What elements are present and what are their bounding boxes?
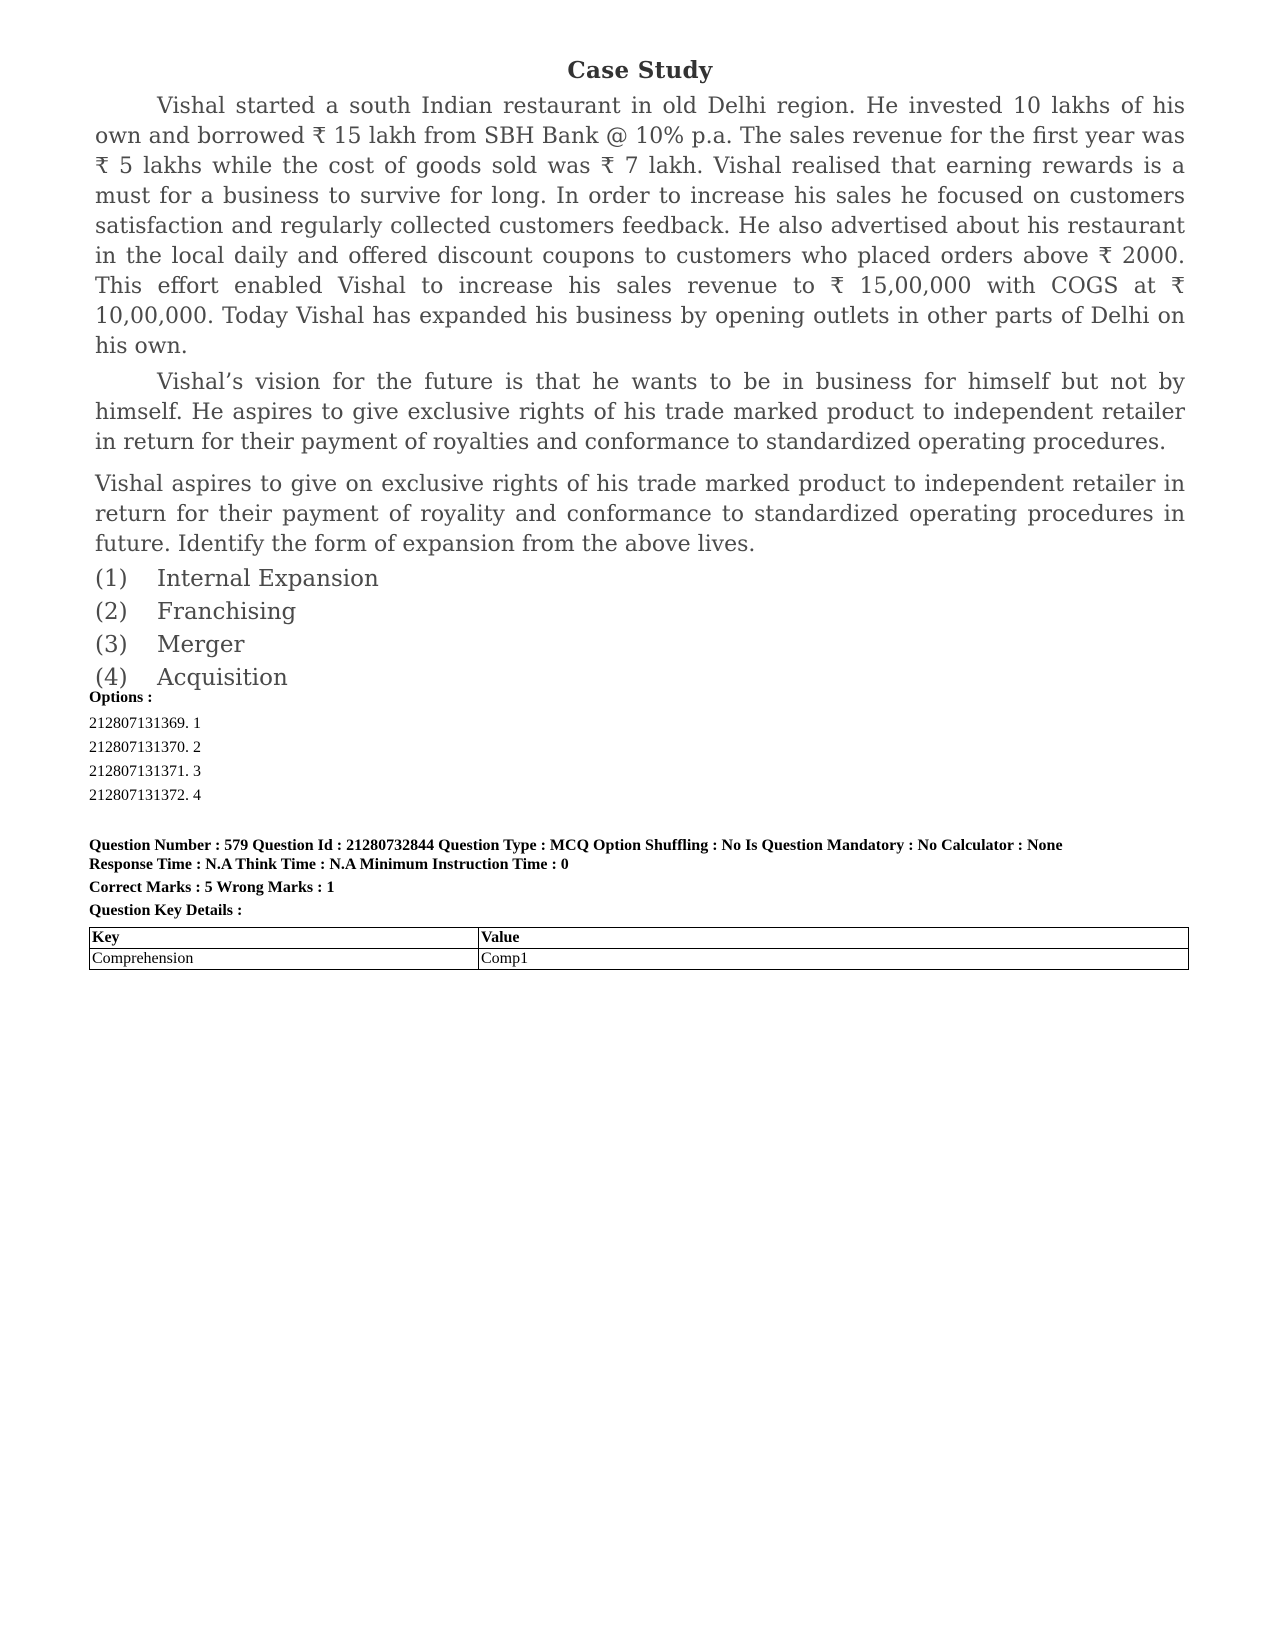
- option-item: 212807131372. 4: [89, 787, 201, 804]
- option-item: 212807131371. 3: [89, 763, 201, 780]
- question-meta-line: Question Number : 579 Question Id : 21280732844 Question Type : MCQ Option Shuffling : No Is Question Mandatory : No Calculator : None: [89, 837, 1063, 854]
- choice-item: [95, 595, 1185, 628]
- choice-text: Merger: [157, 631, 245, 658]
- choice-number: (1): [95, 565, 128, 592]
- choice-number: (2): [95, 598, 128, 625]
- question-text: Vishal aspires to give on exclusive rights of his trade marked product to independent retailer in return for their payment of royality and conformance to standardized operating procedures in future. Identify the form of expansion from the above lives.: [95, 472, 1185, 557]
- case-study-image: [95, 56, 1185, 694]
- choice-number: (3): [95, 631, 128, 658]
- options-list: [89, 712, 1189, 808]
- key-details-table: [89, 927, 1189, 970]
- case-paragraph-1: Vishal started a south Indian restaurant in old Delhi region. He invested 10 lakhs of his own and borrowed ₹ 15 lakh from SBH Bank @ 10% p.a. The sales revenue for the first year was ₹ 5 lakhs while the cost of goods sold was ₹ 7 lakh. Vishal realised that earning rewards is a must for a business to survive for long. In order to increase his sales he focused on customers satisfaction and regularly collected customers feedback. He also advertised about his restaurant in the local daily and offered discount coupons to customers who placed orders above ₹ 2000. This effort enabled Vishal to increase his sales revenue to ₹ 15,00,000 with COGS at ₹ 10,00,000. Today Vishal has expanded his business by opening outlets in other parts of Delhi on his own.: [95, 94, 1185, 359]
- options-label: Options :: [89, 689, 153, 706]
- option-item: 212807131369. 1: [89, 715, 201, 732]
- choice-item: [95, 628, 1185, 661]
- table-row: [90, 949, 1189, 970]
- choice-text: Internal Expansion: [157, 565, 379, 592]
- header-key: Key: [90, 928, 479, 949]
- question-info: [89, 836, 1189, 920]
- choice-number: (4): [95, 664, 128, 691]
- header-value: Value: [479, 928, 1189, 949]
- option-item: 212807131370. 2: [89, 739, 201, 756]
- key-details-label: Question Key Details :: [89, 902, 243, 919]
- choice-item: [95, 562, 1185, 595]
- table-header-row: [90, 928, 1189, 949]
- choice-text: Franchising: [157, 598, 297, 625]
- case-study-title: Case Study: [567, 57, 713, 84]
- choice-text: Acquisition: [157, 664, 288, 691]
- case-paragraph-2: Vishal’s vision for the future is that he wants to be in business for himself but not by himself. He aspires to give exclusive rights of his trade marked product to independent retailer in return for their payment of royalties and conformance to standardized operating procedures.: [95, 370, 1185, 455]
- cell-key: Comprehension: [90, 949, 479, 970]
- cell-value: Comp1: [479, 949, 1189, 970]
- marks-line: Correct Marks : 5 Wrong Marks : 1: [89, 879, 335, 896]
- question-timing-line: Response Time : N.A Think Time : N.A Minimum Instruction Time : 0: [89, 856, 569, 873]
